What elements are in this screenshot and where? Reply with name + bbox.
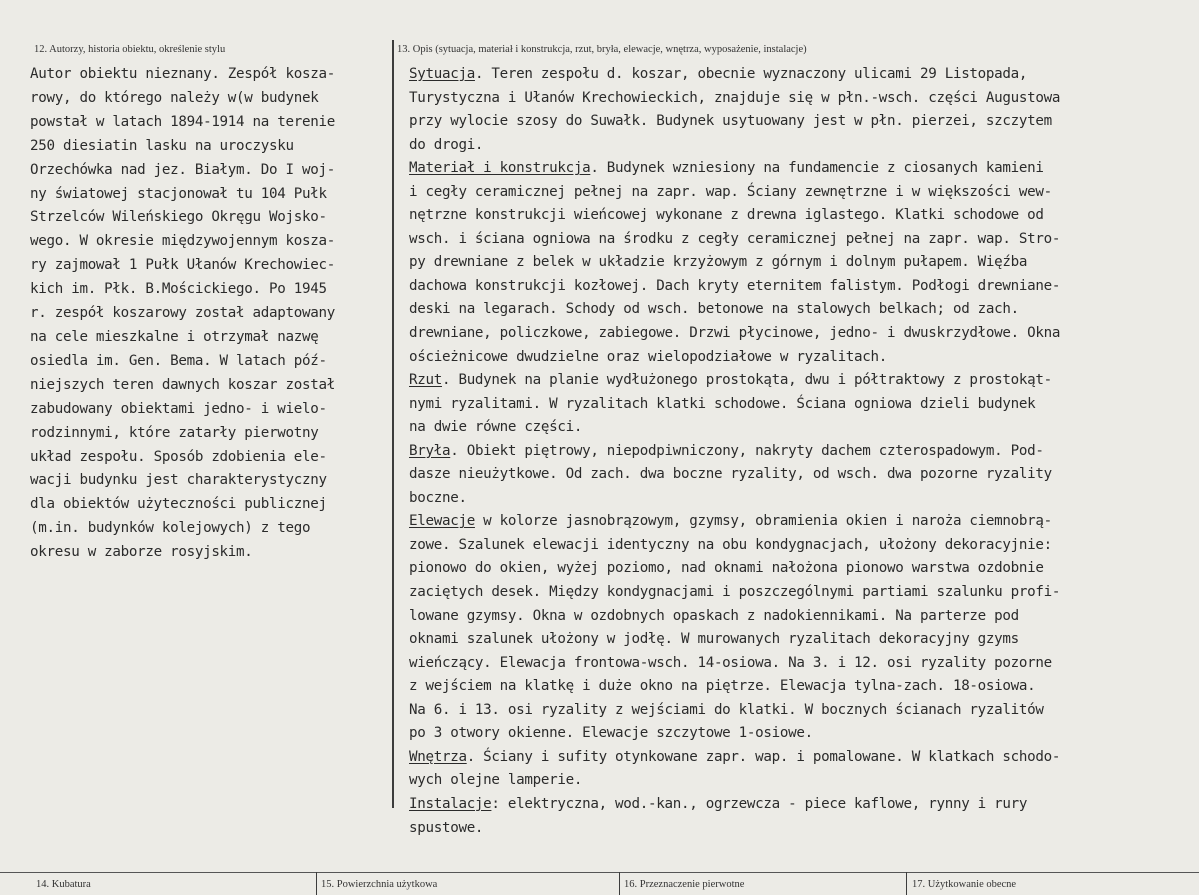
field-14-label: 14. Kubatura (36, 879, 91, 890)
description-line (409, 746, 1199, 770)
description-line: dasze nieużytkowe. Od zach. dwa boczne ryzality, od wsch. dwa pozorne ryzality (409, 466, 1052, 483)
line-text: . Budynek na planie wydłużonego prostokąta, dwu i półtraktowy z prostokąt- (441, 372, 1052, 389)
field-15-label: 15. Powierzchnia użytkowa (321, 879, 438, 890)
description-line: wsch. i ściana ogniowa na środku z cegły ceramicznej pełnej na zapr. wap. Stro- (409, 230, 1061, 247)
description-line (409, 63, 1199, 87)
description-line: do drogi. (409, 136, 484, 153)
history-line: układ zespołu. Sposób zdobienia ele- (30, 448, 327, 465)
section-heading-rzut: Rzut (409, 372, 442, 389)
section-heading-instalacje: Instalacje (409, 795, 492, 812)
history-line: kich im. Płk. B.Mościckiego. Po 1945 (30, 281, 327, 298)
history-text (30, 63, 392, 565)
history-line: rowy, do którego należy w(w budynek (30, 89, 319, 106)
bottom-rule (0, 872, 1199, 873)
line-text: : elektryczna, wod.-kan., ogrzewcza - piece kaflowe, rynny i rury (491, 795, 1028, 812)
history-line: Strzelców Wileńskiego Okręgu Wojsko- (30, 209, 327, 226)
description-line: deski na legarach. Schody od wsch. betonowe na stalowych belkach; od zach. (409, 301, 1019, 318)
description-line (409, 157, 1199, 181)
history-line: osiedla im. Gen. Bema. W latach póź- (30, 352, 327, 369)
line-text: . Ściany i sufity otynkowane zapr. wap. i pomalowane. W klatkach schodo- (466, 748, 1061, 765)
field-16-label: 16. Przeznaczenie pierwotne (624, 879, 745, 890)
description-line: Na 6. i 13. osi ryzality z wejściami do klatki. W bocznych ścianach ryzalitów (409, 701, 1044, 718)
description-line: ościeżnicowe dwudzielne oraz wielopodziałowe w ryzalitach. (409, 348, 888, 365)
history-line: wego. W okresie międzywojennym kosza- (30, 233, 335, 250)
history-line: Autor obiektu nieznany. Zespół kosza- (30, 66, 335, 82)
description-line: z wejściem na klatkę i duże okno na piętrze. Elewacja tylna-zach. 18-osiowa. (409, 678, 1036, 695)
history-line: na cele mieszkalne i otrzymał nazwę (30, 328, 319, 345)
description-line (409, 793, 1199, 817)
description-line: zowe. Szalunek elewacji identyczny na obu kondygnacjach, ułożony dekoracyjnie: (409, 536, 1052, 553)
line-text: . Obiekt piętrowy, niepodpiwniczony, nakryty dachem czterospadowym. Pod- (450, 442, 1044, 459)
description-line: zaciętych desek. Między kondygnacjami i poszczególnymi partiami szalunku profi- (409, 584, 1061, 601)
description-line: boczne. (409, 489, 467, 506)
line-text: . Teren zespołu d. koszar, obecnie wyznaczony ulicami 29 Listopada, (474, 66, 1028, 82)
bottom-divider-3 (906, 872, 907, 895)
bottom-divider-1 (316, 872, 317, 895)
description-line: lowane gzymsy. Okna w ozdobnych opaskach z nadokiennikami. Na parterze pod (409, 607, 1019, 624)
field-13-label: 13. Opis (sytuacja, materiał i konstrukcja, rzut, bryła, elewacje, wnętrza, wyposażenie, instalacje) (397, 44, 807, 55)
description-line: py drewniane z belek w układzie krzyżowym z górnym i dolnym pułapem. Więźba (409, 254, 1028, 271)
history-line: zabudowany obiektami jedno- i wielo- (30, 400, 327, 417)
field-17-label: 17. Użytkowanie obecne (912, 879, 1017, 890)
column-divider (392, 40, 394, 808)
description-line: pionowo do okien, wyżej poziomo, nad oknami nałożona pionowo warstwa ozdobnie (409, 560, 1044, 577)
history-line: wacji budynku jest charakterystyczny (30, 472, 327, 489)
history-line: 250 diesiatin lasku na uroczysku (30, 137, 294, 154)
history-line: rodzinnymi, które zatarły pierwotny (30, 424, 319, 441)
description-line: przy wylocie szosy do Suwałk. Budynek usytuowany jest w płn. pierzei, szczytem (409, 113, 1052, 130)
history-line: Orzechówka nad jez. Białym. Do I woj- (30, 161, 335, 178)
description-line: i cegły ceramicznej pełnej na zapr. wap. Ściany zewnętrzne i w większości wew- (409, 183, 1052, 200)
description-line: Turystyczna i Ułanów Krechowieckich, znajduje się w płn.-wsch. części Augustowa (409, 89, 1061, 106)
description-line (409, 510, 1199, 534)
description-line (409, 369, 1199, 393)
description-line: wieńczący. Elewacja frontowa-wsch. 14-osiowa. Na 3. i 12. osi ryzality pozorne (409, 654, 1052, 671)
description-text (409, 63, 1199, 840)
description-line: spustowe. (409, 819, 484, 836)
description-line: po 3 otwory okienne. Elewacje szczytowe 1-osiowe. (409, 725, 813, 742)
history-line: r. zespół koszarowy został adaptowany (30, 305, 335, 322)
line-text: . Budynek wzniesiony na fundamencie z ciosanych kamieni (590, 160, 1044, 177)
section-heading-material: Materiał i konstrukcja (409, 160, 591, 177)
description-line: nętrzne konstrukcji wieńcowej wykonane z drewna iglastego. Klatki schodowe od (409, 207, 1044, 224)
description-line: drewniane, policzkowe, zabiegowe. Drzwi płycinowe, jedno- i dwuskrzydłowe. Okna (409, 325, 1061, 342)
history-line: okresu w zaborze rosyjskim. (30, 544, 253, 561)
description-line: na dwie równe części. (409, 419, 583, 436)
description-line: dachowa konstrukcji kozłowej. Dach kryty eternitem falistym. Podłogi drewniane- (409, 277, 1061, 294)
history-line: powstał w latach 1894-1914 na terenie (30, 113, 335, 130)
description-line (409, 440, 1199, 464)
description-line: oknami szalunek ułożony w jodłę. W murowanych ryzalitach dekoracyjny gzyms (409, 631, 1019, 648)
section-heading-wnetrza: Wnętrza (409, 748, 467, 765)
field-12-label: 12. Autorzy, historia obiektu, określenie stylu (34, 44, 226, 55)
line-text: w kolorze jasnobrązowym, gzymsy, obramienia okien i naroża ciemnobrą- (474, 513, 1052, 530)
description-line: nymi ryzalitami. W ryzalitach klatki schodowe. Ściana ogniowa dzieli budynek (409, 395, 1036, 412)
history-line: ny światowej stacjonował tu 104 Pułk (30, 185, 327, 202)
section-heading-sytuacja: Sytuacja (409, 66, 475, 82)
section-heading-elewacje: Elewacje (409, 513, 475, 530)
section-heading-bryla: Bryła (409, 442, 451, 459)
history-line: (m.in. budynków kolejowych) z tego (30, 520, 311, 537)
history-line: niejszych teren dawnych koszar został (30, 376, 335, 393)
bottom-divider-2 (619, 872, 620, 895)
history-line: ry zajmował 1 Pułk Ułanów Krechowiec- (30, 257, 335, 274)
history-line: dla obiektów użyteczności publicznej (30, 496, 327, 513)
description-line: wych olejne lamperie. (409, 772, 583, 789)
